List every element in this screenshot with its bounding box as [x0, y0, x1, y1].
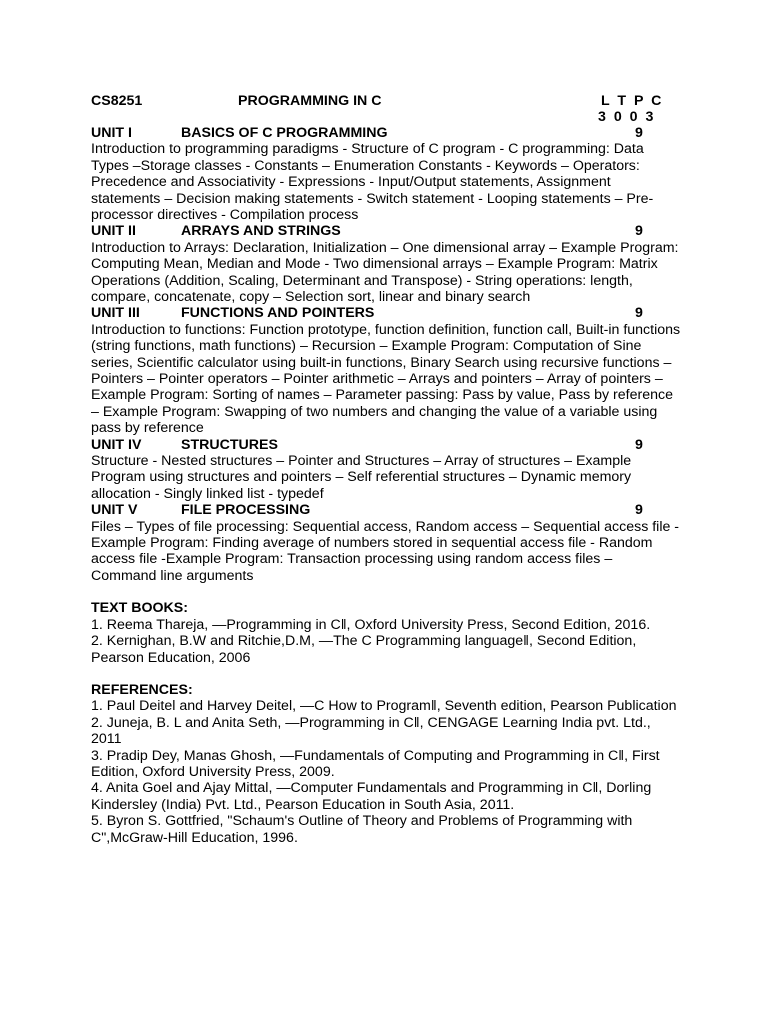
syllabus-body — [91, 125, 681, 846]
unit-content: Structure - Nested structures – Pointer and Structures – Array of structures – Example Program using structures and pointers – Self referential structures – Dynamic memory allocation - Singly linked list - typedef — [91, 453, 632, 502]
ltpc-credits: 3 0 0 3 — [598, 109, 656, 125]
unit-heading — [91, 223, 681, 239]
unit-content: Introduction to Arrays: Declaration, Initialization – One dimensional array – Example Program: Computing Mean, Median and Mode - Two dimensional arrays – Example Program: Matrix Operations (Addition, Scaling, Determinant and Transpose) - String operations: length, compare, concatenate, copy – Selection sort, linear and binary search — [91, 239, 679, 306]
unit-content: Introduction to functions: Function prototype, function definition, function call, Built-in functions (string functions, math functions) – Recursion – Example Program: Computation of Sine series, Scientific calculator using built-in functions, Binary Search using recursive functions – Pointers – Pointer operators – Pointer arithmetic – Arrays and pointers – Array of pointers – Example Program: Sorting of names – Parameter passing: Pass by value, Pass by reference – Example Program: Swapping of two numbers and changing the value of a variable using pass by reference — [91, 321, 681, 437]
reference-item: 2. Juneja, B. L and Anita Seth, ―Programming in C‖, CENGAGE Learning India pvt. Ltd., 2011 — [91, 714, 651, 748]
textbooks-list — [91, 617, 681, 666]
unit-hours: 9 — [635, 305, 643, 322]
unit-3 — [91, 305, 681, 436]
unit-title: FILE PROCESSING — [181, 502, 311, 519]
unit-number: UNIT V — [91, 502, 138, 519]
unit-5 — [91, 502, 681, 584]
textbook-item: 2. Kernighan, B.W and Ritchie,D.M, ―The C Programming language‖, Second Edition, Pearson Education, 2006 — [91, 633, 637, 666]
course-code: CS8251 — [91, 93, 143, 109]
unit-title: BASICS OF C PROGRAMMING — [181, 125, 388, 141]
reference-item: 5. Byron S. Gottfried, "Schaum's Outline of Theory and Problems of Programming with C",McGraw-Hill Education, 1996. — [91, 813, 633, 846]
unit-content: Introduction to programming paradigms - Structure of C program - C programming: Data Types –Storage classes - Constants – Enumeration Constants - Keywords – Operators: Precedence and Associativity - Expressions - Input/Output statements, Assignment statements – Decision making statements - Switch statement - Looping statements – Pre-processor directives - Compilation process — [91, 141, 654, 224]
unit-hours: 9 — [635, 223, 643, 240]
course-title: PROGRAMMING IN C — [238, 93, 382, 109]
unit-title: FUNCTIONS AND POINTERS — [181, 305, 375, 322]
unit-4 — [91, 437, 681, 503]
unit-heading — [91, 437, 681, 453]
unit-hours: 9 — [635, 436, 643, 453]
unit-title: STRUCTURES — [181, 436, 278, 453]
unit-heading — [91, 502, 681, 518]
unit-heading — [91, 305, 681, 321]
reference-item: 4. Anita Goel and Ajay Mittal, ―Computer Fundamentals and Programming in C‖, Dorling Kindersley (India) Pvt. Ltd., Pearson Education in South Asia, 2011. — [91, 780, 652, 813]
reference-item: 3. Pradip Dey, Manas Ghosh, ―Fundamentals of Computing and Programming in C‖, First Edition, Oxford University Press, 2009. — [91, 747, 660, 780]
unit-hours: 9 — [635, 502, 643, 519]
course-header — [91, 93, 691, 129]
unit-1 — [91, 125, 681, 223]
unit-hours: 9 — [635, 125, 643, 141]
unit-number: UNIT III — [91, 305, 140, 322]
references-heading: REFERENCES: — [91, 681, 193, 698]
unit-title: ARRAYS AND STRINGS — [181, 223, 341, 240]
reference-item: 1. Paul Deitel and Harvey Deitel, ―C How to Program‖, Seventh edition, Pearson Publication — [91, 698, 677, 715]
unit-2 — [91, 223, 681, 305]
unit-heading — [91, 125, 681, 141]
unit-number: UNIT IV — [91, 436, 142, 453]
unit-number: UNIT II — [91, 223, 136, 240]
textbooks-heading: TEXT BOOKS: — [91, 600, 188, 617]
references-list — [91, 698, 681, 846]
unit-content: Files – Types of file processing: Sequential access, Random access – Sequential access file - Example Program: Finding average of numbers stored in sequential access file - Random access file -Example Program: Transaction processing using random access files – Command line arguments — [91, 518, 680, 584]
unit-number: UNIT I — [91, 125, 132, 141]
ltpc-label: L T P C — [601, 93, 664, 109]
textbook-item: 1. Reema Thareja, ―Programming in C‖, Oxford University Press, Second Edition, 2016. — [91, 616, 651, 633]
